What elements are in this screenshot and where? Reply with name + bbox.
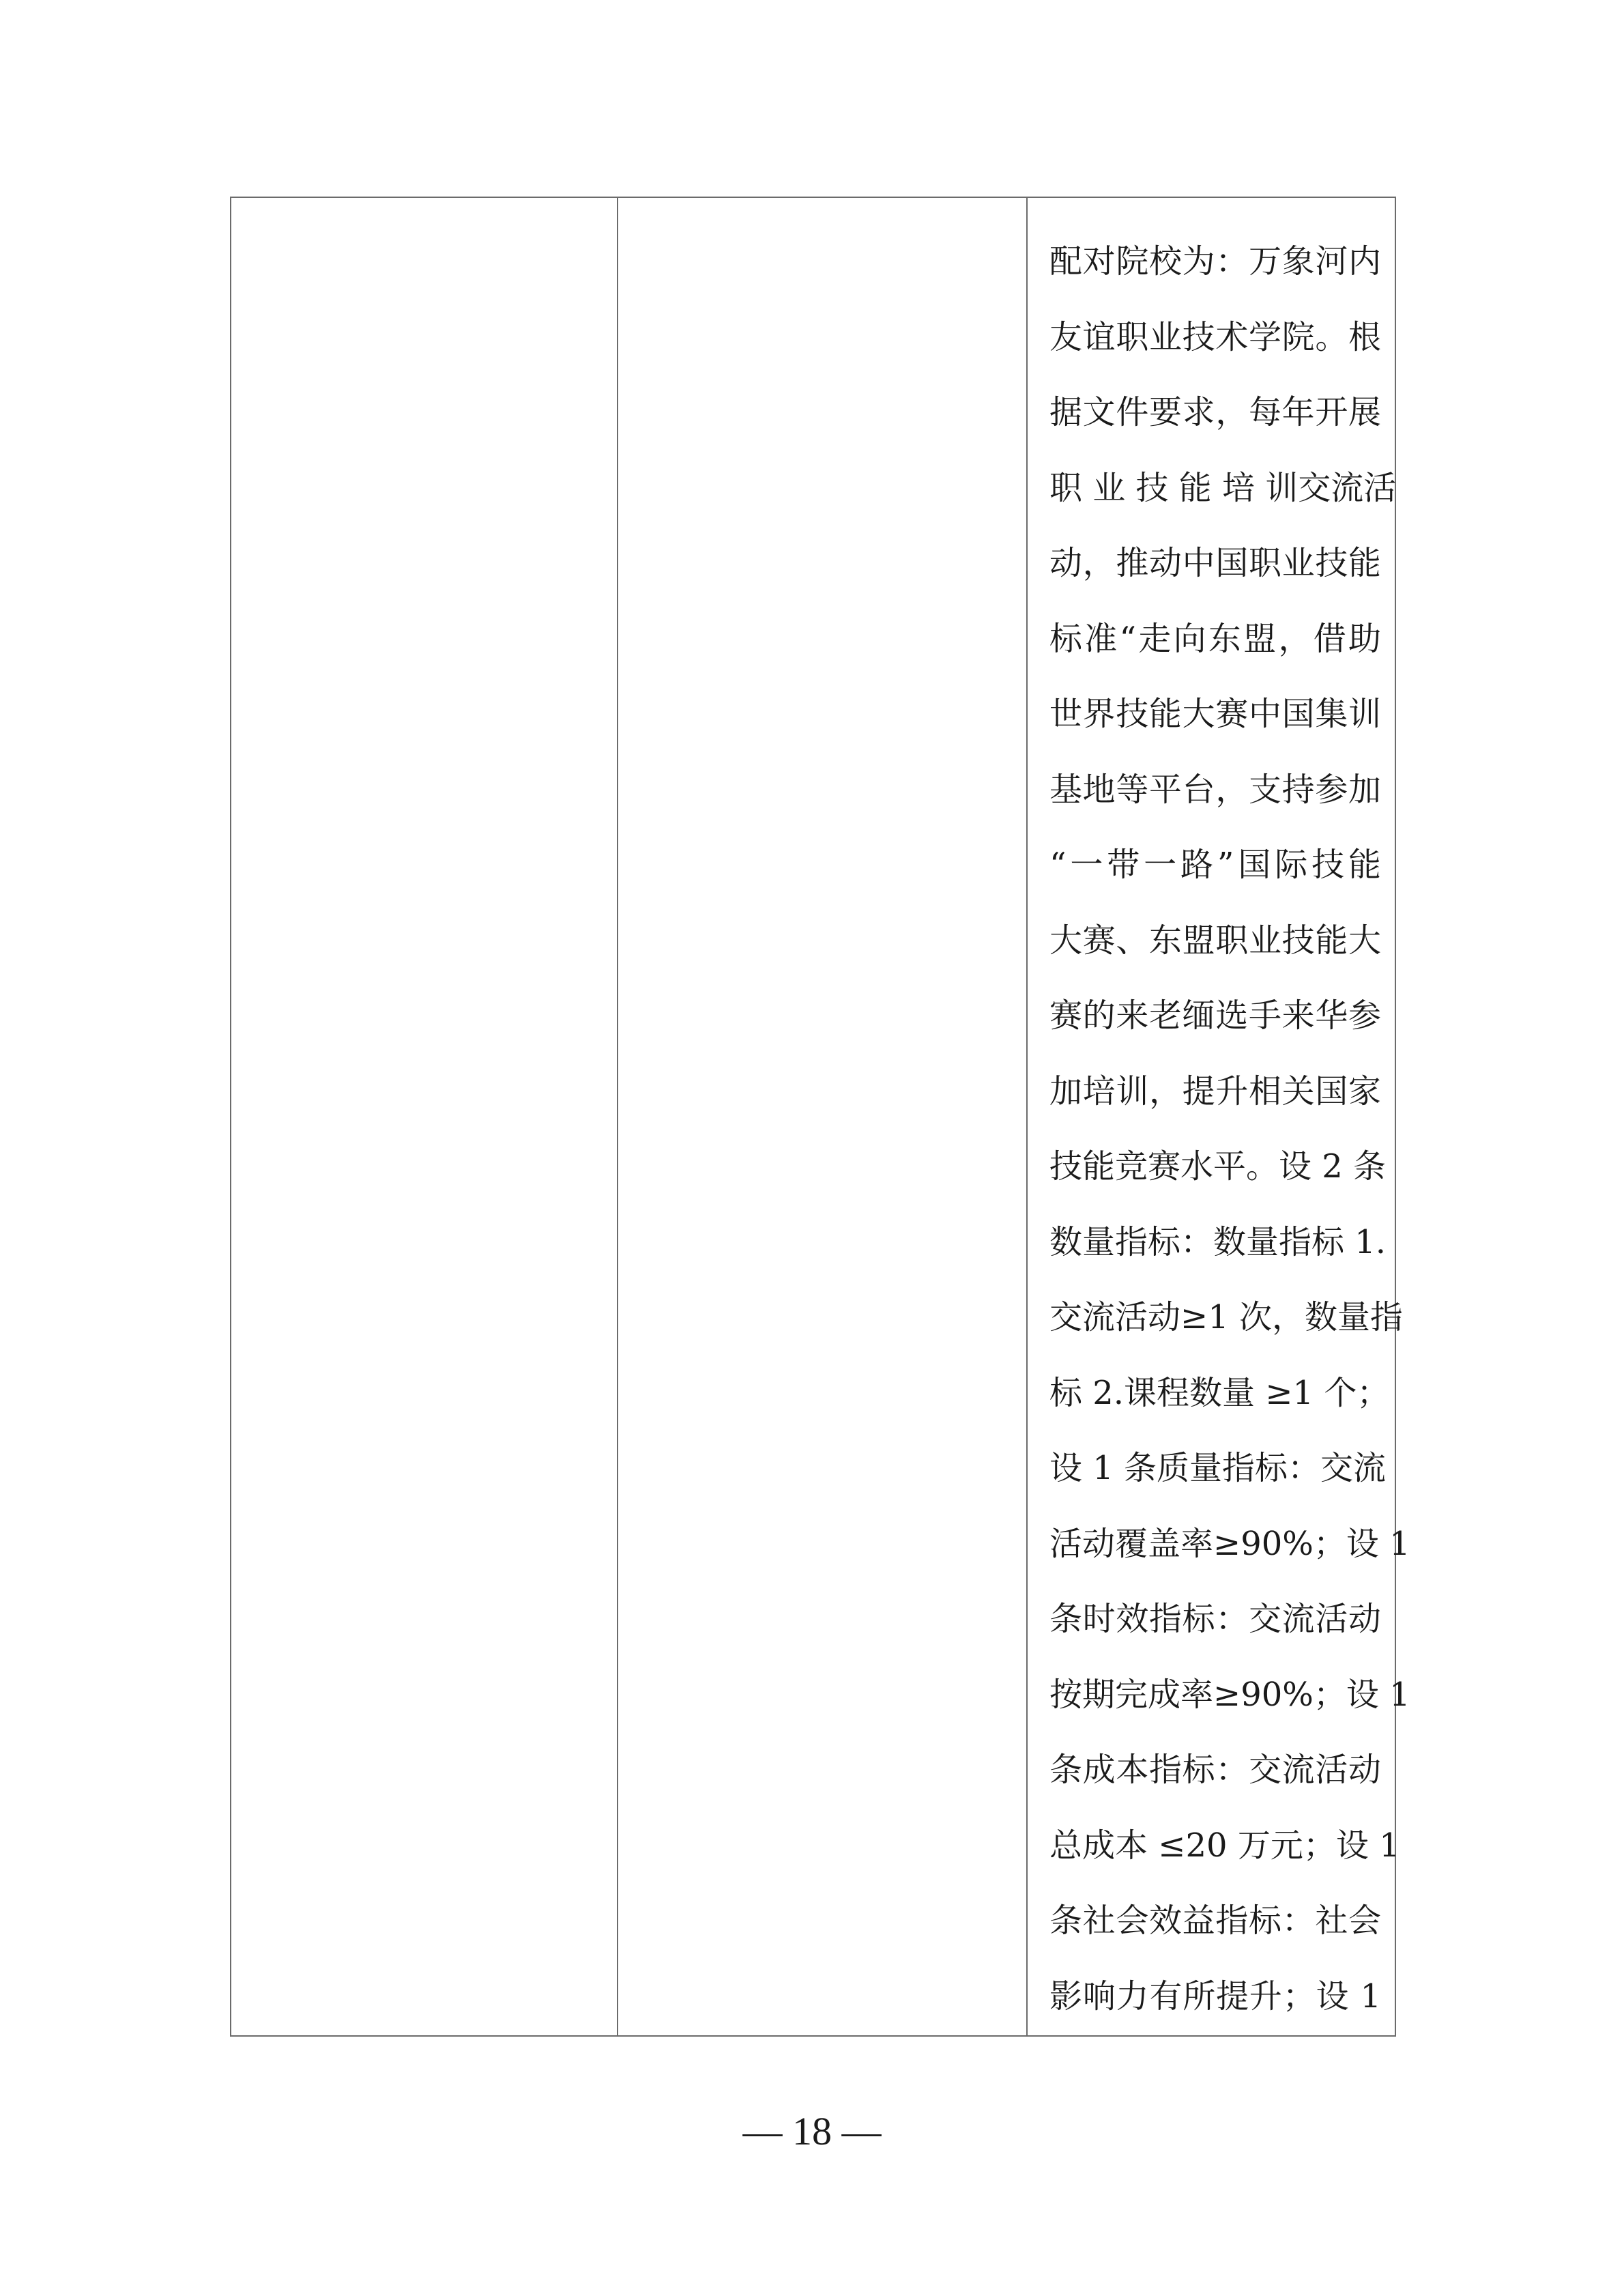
text-line: 友谊职业技术学院。根 bbox=[1049, 317, 1381, 356]
text-line: 世界技能大赛中国集训 bbox=[1049, 695, 1381, 733]
content-table bbox=[230, 197, 1410, 2037]
text-line: 赛的来老缅选手来华参 bbox=[1049, 996, 1381, 1035]
text-line: 交流活动≥1 次，数量指 bbox=[1049, 1298, 1404, 1336]
table-cell-col3 bbox=[1027, 197, 1410, 2036]
cell-text-block bbox=[1028, 198, 1410, 2034]
text-line: 基地等平台，支持参加 bbox=[1049, 770, 1381, 809]
text-line: 大赛、东盟职业技能大 bbox=[1049, 921, 1381, 960]
text-line: 影响力有所提升；设 1 bbox=[1049, 1977, 1381, 2015]
text-line: 设 1 条质量指标：交流 bbox=[1049, 1449, 1387, 1487]
text-line: “一带一路”国际技能 bbox=[1049, 846, 1381, 884]
table-cell-col1 bbox=[231, 197, 618, 2036]
text-line: 职 业 技 能 培 训交流活 bbox=[1049, 468, 1397, 507]
text-line: 加培训，提升相关国家 bbox=[1049, 1072, 1381, 1110]
text-line: 条成本指标：交流活动 bbox=[1049, 1751, 1381, 1789]
text-line: 动，推动中国职业技能 bbox=[1049, 544, 1381, 582]
text-line: 按期完成率≥90%；设 1 bbox=[1049, 1675, 1410, 1714]
text-line: 总成本 ≤20 万元；设 1 bbox=[1049, 1826, 1400, 1865]
page-number: — 18 — bbox=[742, 2109, 882, 2153]
text-line: 标准“走向东盟，借助 bbox=[1049, 619, 1381, 658]
text-line: 条时效指标：交流活动 bbox=[1049, 1600, 1381, 1638]
text-line: 配对院校为：万象河内 bbox=[1049, 242, 1381, 281]
table-row bbox=[231, 197, 1395, 2036]
text-line: 标 2.课程数量 ≥1 个； bbox=[1049, 1373, 1390, 1412]
text-line: 条社会效益指标：社会 bbox=[1049, 1902, 1381, 1940]
table-cell-col2 bbox=[618, 197, 1027, 2036]
text-line: 活动覆盖率≥90%；设 1 bbox=[1049, 1524, 1410, 1563]
text-line: 数量指标：数量指标 1. bbox=[1049, 1222, 1387, 1261]
text-line: 据文件要求，每年开展 bbox=[1049, 393, 1381, 431]
text-line: 技能竞赛水平。设 2 条 bbox=[1049, 1147, 1387, 1186]
